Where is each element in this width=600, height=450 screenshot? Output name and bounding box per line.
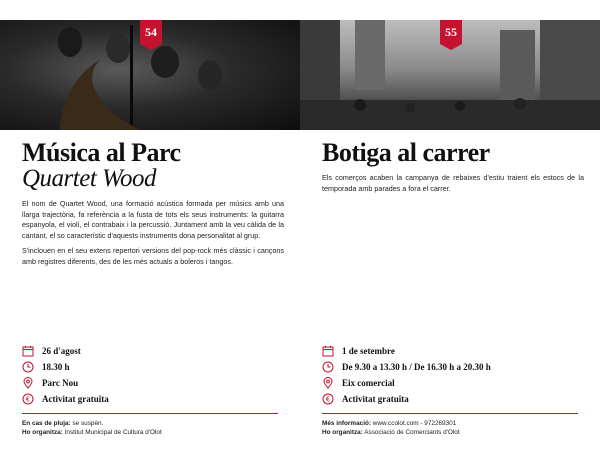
- svg-text:€: €: [325, 395, 331, 404]
- description-paragraph: Els comerços acaben la campanya de rebaixes d'estiu traient els estocs de la temporada amb parades a fora el carrer.: [322, 173, 584, 193]
- event-description: [22, 199, 284, 272]
- calendar-icon: [322, 345, 334, 357]
- divider: [22, 413, 278, 414]
- event-date-row: [22, 344, 81, 358]
- description-paragraph: El nom de Quartet Wood, una formació acústica formada per músics amb una llarga trajectòria, fa referència a la fusta de tots els seus instruments: la guitarra espanyola, el violí, el contrabaix i la percussió. Juntament amb la veu càlida de la cantant, el so característic d'aquests instruments dona personalitat al grup.: [22, 199, 284, 240]
- euro-icon: [322, 393, 334, 405]
- event-price-row: [322, 392, 409, 406]
- euro-icon: [22, 393, 34, 405]
- event-time-row: [22, 360, 70, 374]
- event-date: 1 de setembre: [342, 346, 395, 356]
- event-title: Música al Parc: [22, 138, 181, 167]
- footer-note-organizer: Ho organitza: Associació de Comerciants d'Olot: [322, 429, 460, 436]
- event-date: 26 d'agost: [42, 346, 81, 356]
- event-place-row: [322, 376, 395, 390]
- location-pin-icon: [22, 377, 34, 389]
- clock-icon: [322, 361, 334, 373]
- event-price: Activitat gratuïta: [42, 394, 109, 404]
- page-number-badge: 55: [440, 20, 462, 44]
- event-subtitle: Quartet Wood: [22, 165, 157, 192]
- clock-icon: [22, 361, 34, 373]
- event-time: De 9.30 a 13.30 h / De 16.30 h a 20.30 h: [342, 362, 491, 372]
- event-price: Activitat gratuïta: [342, 394, 409, 404]
- event-55: [300, 0, 600, 450]
- event-description: [322, 173, 584, 199]
- divider: [322, 413, 578, 414]
- location-pin-icon: [322, 377, 334, 389]
- event-price-row: [22, 392, 109, 406]
- event-place-row: [22, 376, 78, 390]
- event-date-row: [322, 344, 395, 358]
- footer-note-organizer: Ho organitza: Institut Municipal de Cultura d'Olot: [22, 429, 162, 436]
- footer-note-info: Més informació: www.ccolot.com - 972269301: [322, 420, 457, 427]
- event-title: Botiga al carrer: [322, 138, 490, 167]
- event-place: Parc Nou: [42, 378, 79, 388]
- event-place: Eix comercial: [342, 378, 395, 388]
- description-paragraph: S'inclouen en el seu extens repertori versions del pop-rock més clàssic i cançons amb registres diferents, des de les més actuals a boleros i tangos.: [22, 246, 284, 266]
- footer-note-rain: En cas de pluja: se suspèn.: [22, 420, 104, 427]
- svg-text:€: €: [25, 395, 31, 404]
- calendar-icon: [22, 345, 34, 357]
- event-time-row: [322, 360, 491, 374]
- event-time: 18.30 h: [42, 362, 70, 372]
- page-number-badge: 54: [140, 20, 162, 44]
